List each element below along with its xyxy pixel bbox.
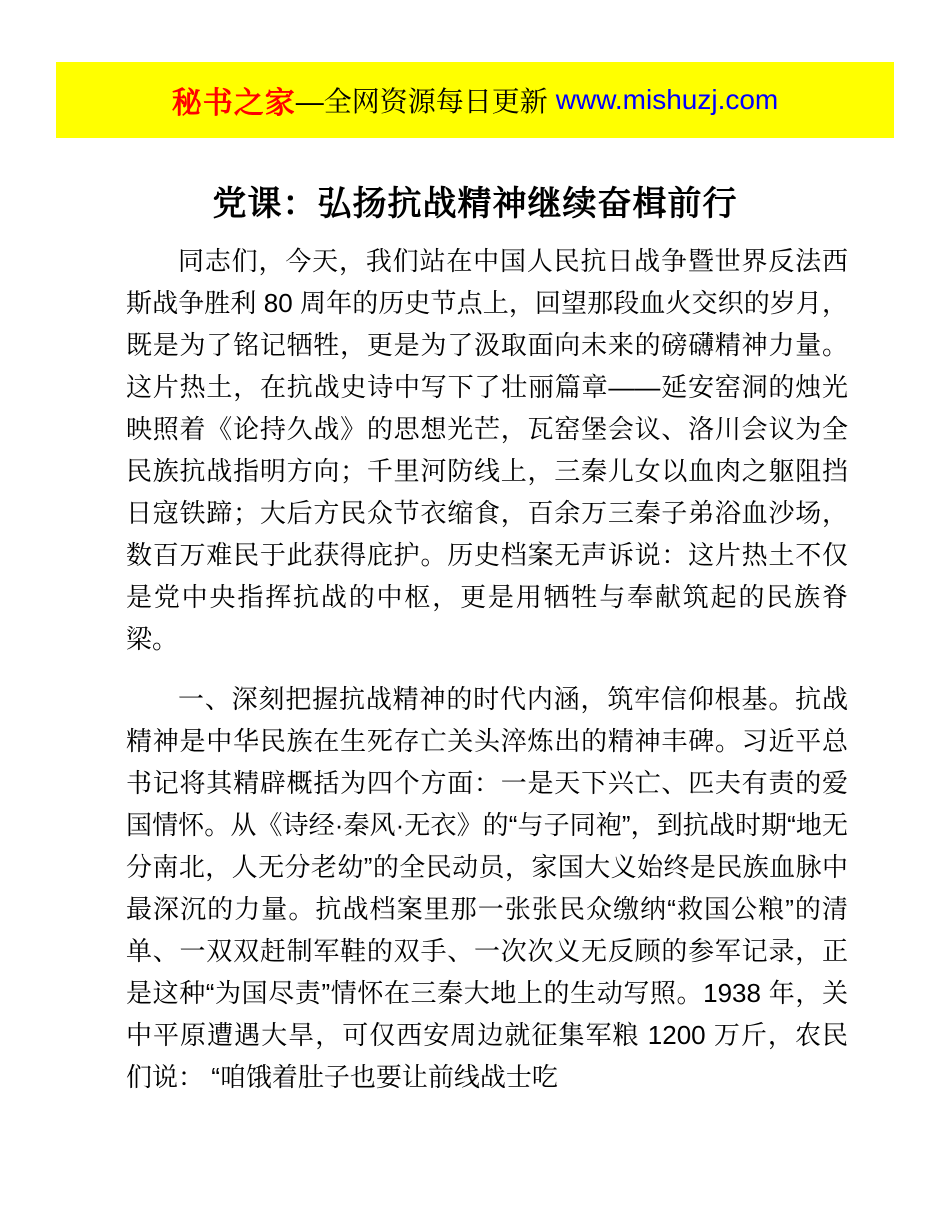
- header-banner: [56, 62, 894, 138]
- page-title: 党课：弘扬抗战精神继续奋楫前行: [212, 185, 738, 223]
- site-tagline: —全网资源每日更新: [295, 86, 548, 117]
- paragraph-section-one: 一、深刻把握抗战精神的时代内涵，筑牢信仰根基。抗战精神是中华民族在生死存亡关头淬炼出的精神丰碑。习近平总书记将其精辟概括为四个方面：一是天下兴亡、匹夫有责的爱国情怀。从《诗经·秦风·无衣》的“与子同袍”，到抗战时期“地无分南北，人无分老幼”的全民动员，家国大义始终是民族血脉中最深沉的力量。抗战档案里那一张张民众缴纳“救国公粮”的清单、一双双赶制军鞋的双手、一次次义无反顾的参军记录，正是这种“为国尽责”情怀在三秦大地上的生动写照。1938 年，关中平原遭遇大旱，可仅西安周边就征集军粮 1200 万斤，农民们说： “咱饿着肚子也要让前线战士吃: [126, 684, 848, 1092]
- site-url-link[interactable]: www.mishuzj.com: [555, 84, 779, 115]
- site-brand: 秘书之家: [171, 87, 296, 120]
- document-body: [126, 240, 848, 1098]
- paragraph-intro: 同志们，今天，我们站在中国人民抗日战争暨世界反法西斯战争胜利 80 周年的历史节点上，回望那段血火交织的岁月，既是为了铭记牺牲，更是为了汲取面向未来的磅礴精神力量。这片热土，在抗战史诗中写下了壮丽篇章——延安窑洞的烛光映照着《论持久战》的思想光芒，瓦窑堡会议、洛川会议为全民族抗战指明方向；千里河防线上，三秦儿女以血肉之躯阻挡日寇铁蹄；大后方民众节衣缩食，百余万三秦子弟浴血沙场，数百万难民于此获得庇护。历史档案无声诉说：这片热土不仅是党中央指挥抗战的中枢，更是用牺牲与奉献筑起的民族脊梁。: [126, 246, 848, 654]
